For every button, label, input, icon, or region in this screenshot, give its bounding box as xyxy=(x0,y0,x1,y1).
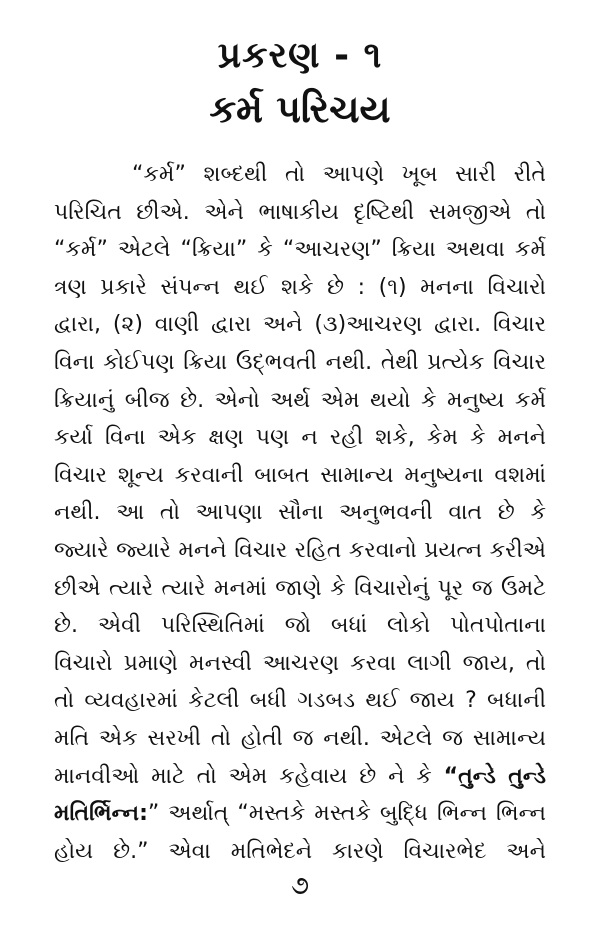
text-line-18 xyxy=(54,795,546,833)
text-line-7: ક્રિયાનું બીજ છે. એનો અર્થ એમ થયો કે મનુષ્ય કર્મ xyxy=(54,387,546,413)
text-line-12: છીએ ત્યારે ત્યારે મનમાં જાણે કે વિચારોનું પૂર જ ઉમટે xyxy=(54,575,546,601)
text-line-16: મતિ એક સરખી તો હોતી જ નથી. એટલે જ સામાન્ય xyxy=(54,725,546,751)
text-line-3: “કર્મ” એટલે “ક્રિયા” કે “આચરણ” ક્રિયા અથવા કર્મ xyxy=(54,237,546,263)
page-number: ૭ xyxy=(290,871,310,901)
text-line-6: વિના કોઈપણ ક્રિયા ઉદ્‌ભવતી નથી. તેથી પ્રત્યેક વિચાર xyxy=(54,349,546,375)
text-line-5: દ્વારા, (૨) વાણી દ્વારા અને (૩)આચરણ દ્વારા. વિચાર xyxy=(54,312,546,338)
sanskrit-quote-end: મતિર્ભિન્ન: xyxy=(54,801,148,827)
text-line-18-plain: ” અર્થાત્ “મસ્તકે મસ્તકે બુદ્ધિ ભિન્ન ભિન્ન xyxy=(147,801,546,827)
text-line-10: નથી. આ તો આપણા સૌના અનુભવની વાત છે કે xyxy=(54,500,546,526)
text-line-15: તો વ્યવહારમાં કેટલી બધી ગડબડ થઈ જાય ? બધાની xyxy=(54,688,546,714)
text-line-14: વિચારો પ્રમાણે મનસ્વી આચરણ કરવા લાગી જાય, તો xyxy=(54,650,546,676)
text-line-19: હોય છે.” એવા મતિભેદને કારણે વિચારભેદ અને xyxy=(54,838,546,864)
text-line-9: વિચાર શૂન્ય કરવાની બાબત સામાન્ય મનુષ્યના વશમાં xyxy=(54,462,546,488)
text-line-17-plain: માનવીઓ માટે તો એમ કહેવાય છે ને કે xyxy=(54,763,444,789)
text-line-17 xyxy=(54,758,546,796)
text-line-4: ત્રણ પ્રકારે સંપન્ન થઈ શકે છે : (૧) મનના વિચારો xyxy=(54,274,546,300)
chapter-title: કર્મ પરિચય xyxy=(209,87,391,131)
text-line-2: પરિચિત છીએ. એને ભાષાકીય દૃષ્ટિથી સમજીએ તો xyxy=(54,199,546,225)
body-paragraph xyxy=(54,156,546,870)
text-line-8: કર્યા વિના એક ક્ષણ પણ ન રહી શકે, કેમ કે મનને xyxy=(54,425,546,451)
text-line-1: “કર્મ” શબ્દથી તો આપણે ખૂબ સારી રીતે xyxy=(132,162,546,187)
chapter-number: પ્રકરણ - ૧ xyxy=(217,35,383,76)
sanskrit-quote-start: “તુન્ડે તુન્ડે xyxy=(443,763,546,789)
text-line-13: છે. એવી પરિસ્થિતિમાં જો બધાં લોકો પોતપોતાના xyxy=(54,613,546,639)
text-line-11: જ્યારે જ્યારે મનને વિચાર રહિત કરવાનો પ્રયત્ન કરીએ xyxy=(54,537,546,563)
